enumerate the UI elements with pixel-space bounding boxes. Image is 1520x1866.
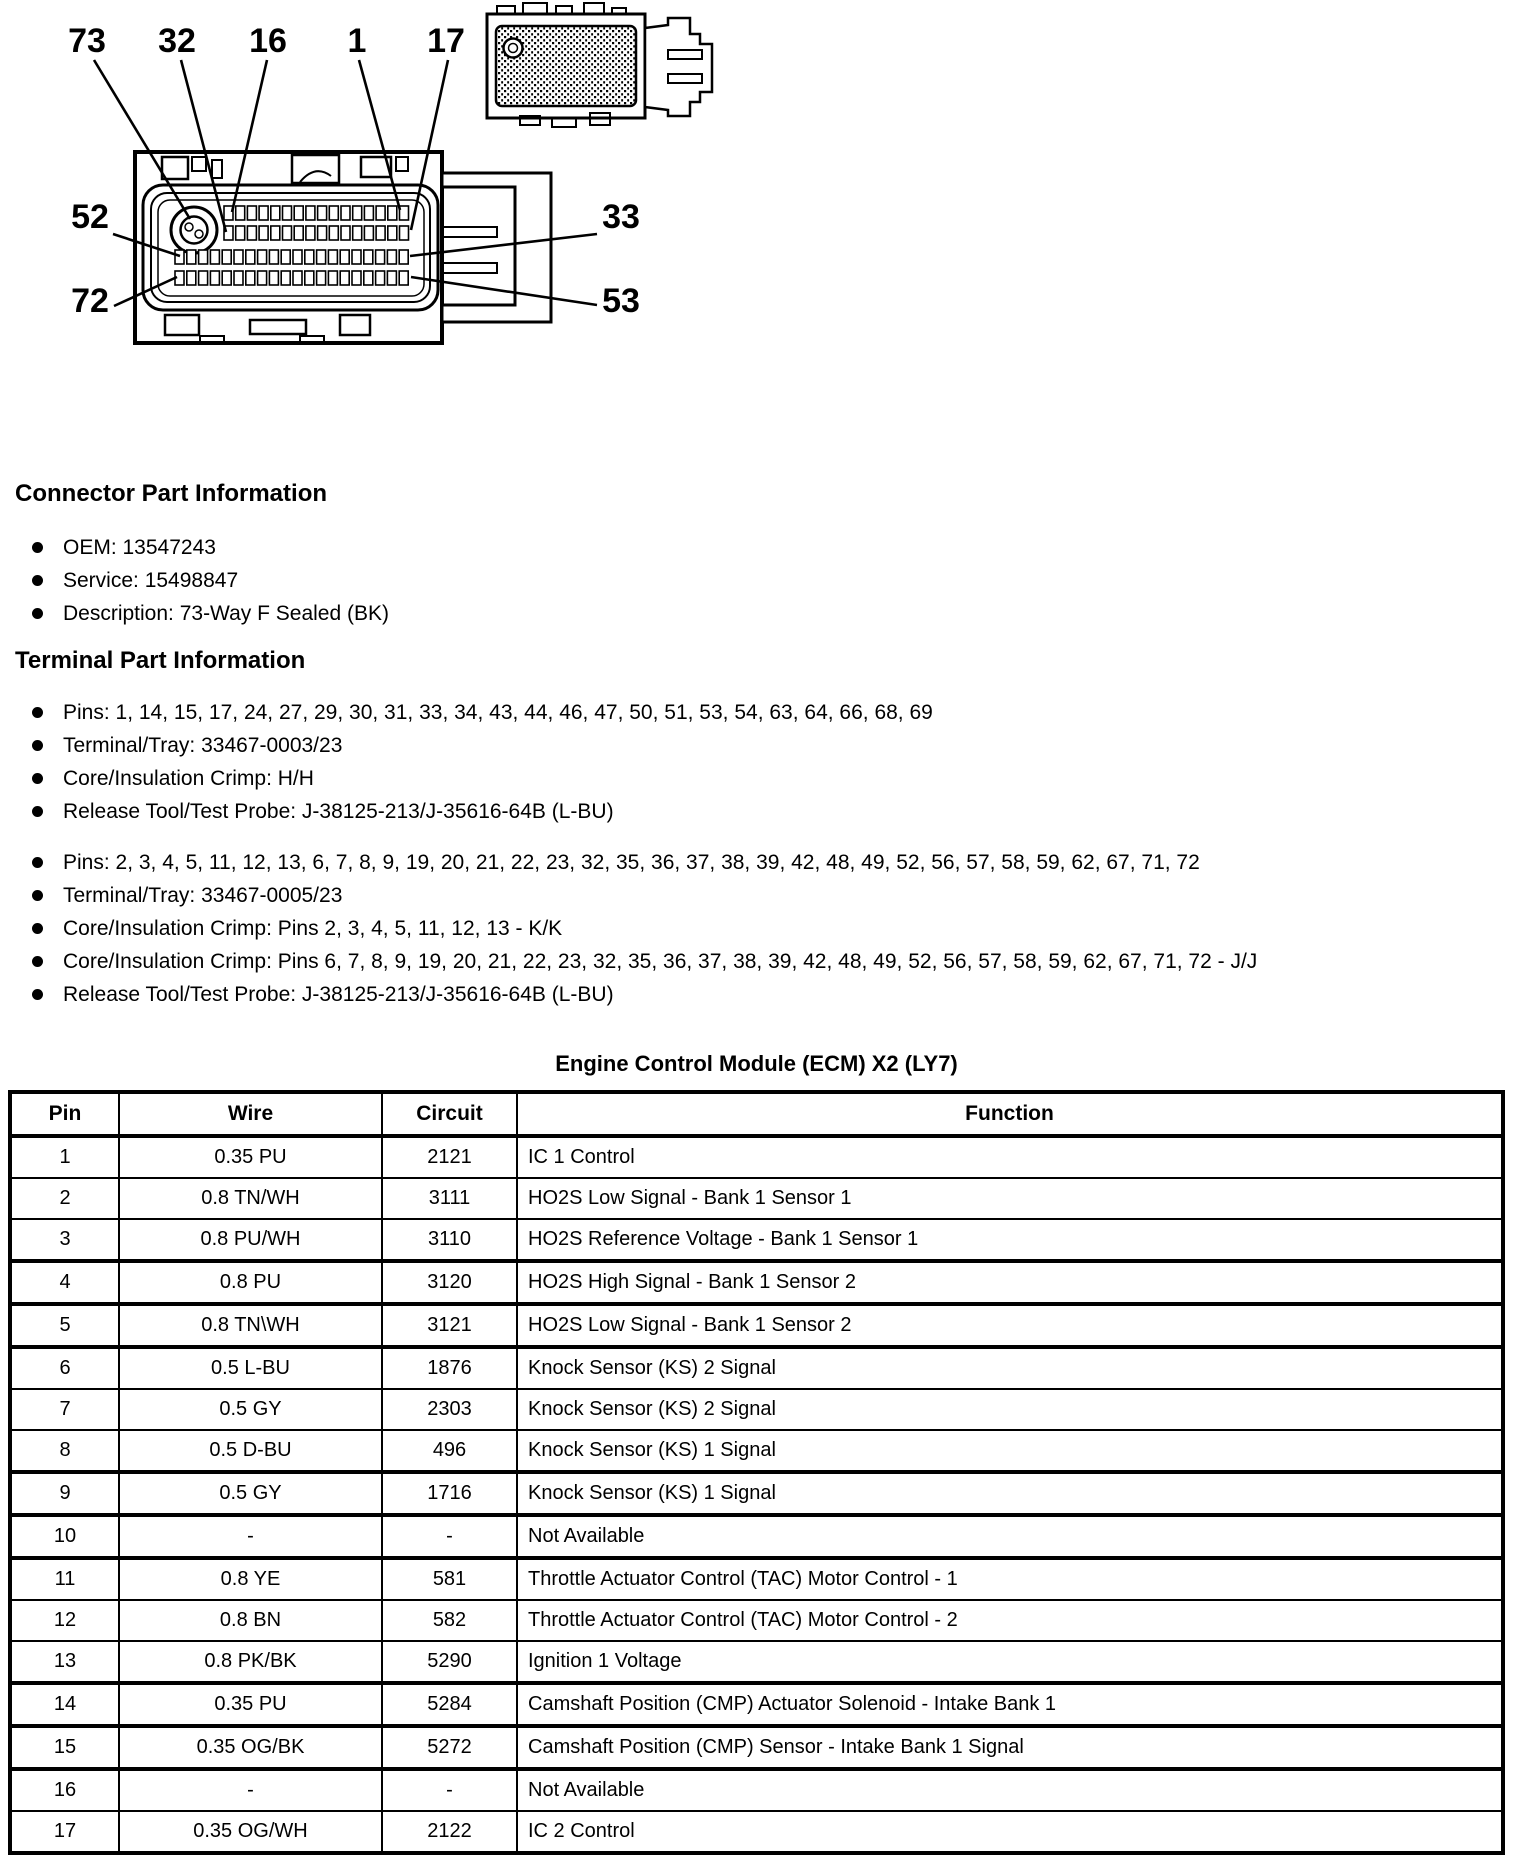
pin-cell: 17: [10, 1811, 119, 1853]
pin-cell: 5: [10, 1304, 119, 1347]
circuit-cell: 3120: [382, 1261, 517, 1304]
pin-cell: 15: [10, 1726, 119, 1769]
function-cell: Knock Sensor (KS) 1 Signal: [517, 1472, 1503, 1515]
bullet-icon: [32, 608, 43, 619]
bullet-text: Pins: 2, 3, 4, 5, 11, 12, 13, 6, 7, 8, 9, 19, 20, 21, 22, 23, 32, 35, 36, 37, 38, 39, 42, 48, 49, 52, 56, 57, 58, 59, 62, 67, 71, 72: [63, 850, 1200, 874]
pin-cell: 16: [10, 1769, 119, 1811]
function-cell: Knock Sensor (KS) 1 Signal: [517, 1430, 1503, 1472]
column-header-circuit: Circuit: [382, 1092, 517, 1136]
function-cell: Knock Sensor (KS) 2 Signal: [517, 1389, 1503, 1430]
terminal-info-group-1: [15, 696, 933, 828]
circuit-cell: 2121: [382, 1136, 517, 1178]
wire-cell: 0.35 PU: [119, 1683, 382, 1726]
table-row: [10, 1600, 1503, 1641]
table-row: [10, 1726, 1503, 1769]
wire-cell: 0.8 PU: [119, 1261, 382, 1304]
function-cell: IC 2 Control: [517, 1811, 1503, 1853]
circuit-cell: 2303: [382, 1389, 517, 1430]
bullet-icon: [32, 707, 43, 718]
bullet-text: Release Tool/Test Probe: J-38125-213/J-35616-64B (L-BU): [63, 982, 614, 1006]
list-item: [15, 597, 389, 630]
circuit-cell: 3121: [382, 1304, 517, 1347]
list-item: [15, 531, 389, 564]
list-item: [15, 978, 1257, 1011]
callout-label-33: 33: [602, 198, 640, 236]
bullet-icon: [32, 956, 43, 967]
bullet-text: Service: 15498847: [63, 568, 239, 592]
table-row: [10, 1178, 1503, 1219]
pin-cell: 2: [10, 1178, 119, 1219]
callout-label-17: 17: [427, 22, 465, 60]
table-row: [10, 1136, 1503, 1178]
callout-label-16: 16: [249, 22, 287, 60]
circuit-cell: 582: [382, 1600, 517, 1641]
circuit-cell: 496: [382, 1430, 517, 1472]
list-item: [15, 696, 933, 729]
pin-cell: 6: [10, 1347, 119, 1389]
table-title: Engine Control Module (ECM) X2 (LY7): [555, 1051, 958, 1076]
function-cell: HO2S Low Signal - Bank 1 Sensor 1: [517, 1178, 1503, 1219]
circuit-cell: 2122: [382, 1811, 517, 1853]
bullet-text: Description: 73-Way F Sealed (BK): [63, 601, 390, 625]
connector-part-information-list: [15, 531, 389, 630]
callout-label-1: 1: [347, 22, 367, 60]
list-item: [15, 945, 1257, 978]
table-row: [10, 1683, 1503, 1726]
bullet-icon: [32, 542, 43, 553]
wire-cell: 0.5 D-BU: [119, 1430, 382, 1472]
wire-cell: 0.8 BN: [119, 1600, 382, 1641]
table-row: [10, 1219, 1503, 1261]
bullet-icon: [32, 923, 43, 934]
table-row: [10, 1515, 1503, 1558]
table-row: [10, 1389, 1503, 1430]
column-header-wire: Wire: [119, 1092, 382, 1136]
bullet-text: OEM: 13547243: [63, 535, 216, 559]
bullet-icon: [32, 989, 43, 1000]
bullet-text: Core/Insulation Crimp: Pins 2, 3, 4, 5, 11, 12, 13 - K/K: [63, 916, 563, 940]
function-cell: Camshaft Position (CMP) Actuator Solenoid - Intake Bank 1: [517, 1683, 1503, 1726]
function-cell: Throttle Actuator Control (TAC) Motor Control - 1: [517, 1558, 1503, 1600]
callout-label-32: 32: [158, 22, 196, 60]
bullet-text: Release Tool/Test Probe: J-38125-213/J-35616-64B (L-BU): [63, 799, 614, 823]
pin-cell: 11: [10, 1558, 119, 1600]
wire-cell: 0.35 OG/WH: [119, 1811, 382, 1853]
table-row: [10, 1261, 1503, 1304]
mounting-bracket: [442, 173, 551, 322]
list-item: [15, 762, 933, 795]
list-item: [15, 564, 389, 597]
pin-cell: 9: [10, 1472, 119, 1515]
function-cell: HO2S Reference Voltage - Bank 1 Sensor 1: [517, 1219, 1503, 1261]
circuit-cell: 5284: [382, 1683, 517, 1726]
wire-cell: 0.5 GY: [119, 1389, 382, 1430]
wire-cell: -: [119, 1769, 382, 1811]
list-item: [15, 846, 1257, 879]
circuit-cell: 5290: [382, 1641, 517, 1683]
function-cell: IC 1 Control: [517, 1136, 1503, 1178]
pin-table-body: [10, 1136, 1503, 1853]
column-header-function: Function: [517, 1092, 1503, 1136]
column-header-pin: Pin: [10, 1092, 119, 1136]
function-cell: Not Available: [517, 1515, 1503, 1558]
pin-cell: 10: [10, 1515, 119, 1558]
bullet-icon: [32, 890, 43, 901]
pin-cell: 3: [10, 1219, 119, 1261]
function-cell: Knock Sensor (KS) 2 Signal: [517, 1347, 1503, 1389]
thumbnail-terminal-73-icon: [504, 39, 523, 58]
table-row: [10, 1811, 1503, 1853]
connector-diagram: [0, 0, 740, 400]
pin-cell: 7: [10, 1389, 119, 1430]
wire-cell: 0.35 PU: [119, 1136, 382, 1178]
circuit-cell: -: [382, 1769, 517, 1811]
table-row: [10, 1472, 1503, 1515]
terminal-part-information-heading: Terminal Part Information: [15, 647, 306, 674]
circuit-cell: 1716: [382, 1472, 517, 1515]
bullet-icon: [32, 773, 43, 784]
bullet-text: Terminal/Tray: 33467-0005/23: [63, 883, 343, 907]
wire-cell: 0.8 PK/BK: [119, 1641, 382, 1683]
table-row: [10, 1430, 1503, 1472]
bullet-icon: [32, 857, 43, 868]
bullet-text: Core/Insulation Crimp: H/H: [63, 766, 314, 790]
circuit-cell: 3111: [382, 1178, 517, 1219]
pin-table: [8, 1090, 1505, 1855]
wire-cell: 0.5 L-BU: [119, 1347, 382, 1389]
circuit-cell: 3110: [382, 1219, 517, 1261]
bullet-text: Terminal/Tray: 33467-0003/23: [63, 733, 343, 757]
terminal-info-group-2: [15, 846, 1257, 1011]
wire-cell: 0.8 TN/WH: [119, 1178, 382, 1219]
callout-label-73: 73: [68, 22, 106, 60]
function-cell: Not Available: [517, 1769, 1503, 1811]
table-row: [10, 1769, 1503, 1811]
bullet-icon: [32, 740, 43, 751]
bullet-icon: [32, 575, 43, 586]
bullet-icon: [32, 806, 43, 817]
function-cell: HO2S High Signal - Bank 1 Sensor 2: [517, 1261, 1503, 1304]
bullet-text: Pins: 1, 14, 15, 17, 24, 27, 29, 30, 31, 33, 34, 43, 44, 46, 47, 50, 51, 53, 54, 63, 64, 66, 68, 69: [63, 700, 933, 724]
circuit-cell: 581: [382, 1558, 517, 1600]
function-cell: HO2S Low Signal - Bank 1 Sensor 2: [517, 1304, 1503, 1347]
list-item: [15, 729, 933, 762]
connector-part-information-heading: Connector Part Information: [15, 480, 328, 507]
pin-cell: 13: [10, 1641, 119, 1683]
pin-cell: 14: [10, 1683, 119, 1726]
callout-label-72: 72: [71, 282, 109, 320]
table-header-row: [10, 1092, 1503, 1136]
connector-3d-thumbnail: [487, 3, 712, 127]
circuit-cell: -: [382, 1515, 517, 1558]
table-row: [10, 1347, 1503, 1389]
pin-cell: 8: [10, 1430, 119, 1472]
list-item: [15, 795, 933, 828]
list-item: [15, 912, 1257, 945]
wire-cell: 0.35 OG/BK: [119, 1726, 382, 1769]
circuit-cell: 1876: [382, 1347, 517, 1389]
wire-cell: 0.8 TN\WH: [119, 1304, 382, 1347]
pin-cell: 12: [10, 1600, 119, 1641]
callout-label-52: 52: [71, 198, 109, 236]
wire-cell: 0.5 GY: [119, 1472, 382, 1515]
function-cell: Ignition 1 Voltage: [517, 1641, 1503, 1683]
wire-cell: -: [119, 1515, 382, 1558]
table-row: [10, 1304, 1503, 1347]
callout-label-53: 53: [602, 282, 640, 320]
terminal-73-cavity: [171, 207, 217, 253]
list-item: [15, 879, 1257, 912]
function-cell: Throttle Actuator Control (TAC) Motor Control - 2: [517, 1600, 1503, 1641]
bullet-text: Core/Insulation Crimp: Pins 6, 7, 8, 9, 19, 20, 21, 22, 23, 32, 35, 36, 37, 38, 39, 42, 48, 49, 52, 56, 57, 58, 59, 62, 67, 71, 72 - J/J: [63, 949, 1258, 973]
pin-cell: 1: [10, 1136, 119, 1178]
circuit-cell: 5272: [382, 1726, 517, 1769]
function-cell: Camshaft Position (CMP) Sensor - Intake Bank 1 Signal: [517, 1726, 1503, 1769]
table-row: [10, 1641, 1503, 1683]
wire-cell: 0.8 YE: [119, 1558, 382, 1600]
wire-cell: 0.8 PU/WH: [119, 1219, 382, 1261]
pin-cell: 4: [10, 1261, 119, 1304]
table-row: [10, 1558, 1503, 1600]
